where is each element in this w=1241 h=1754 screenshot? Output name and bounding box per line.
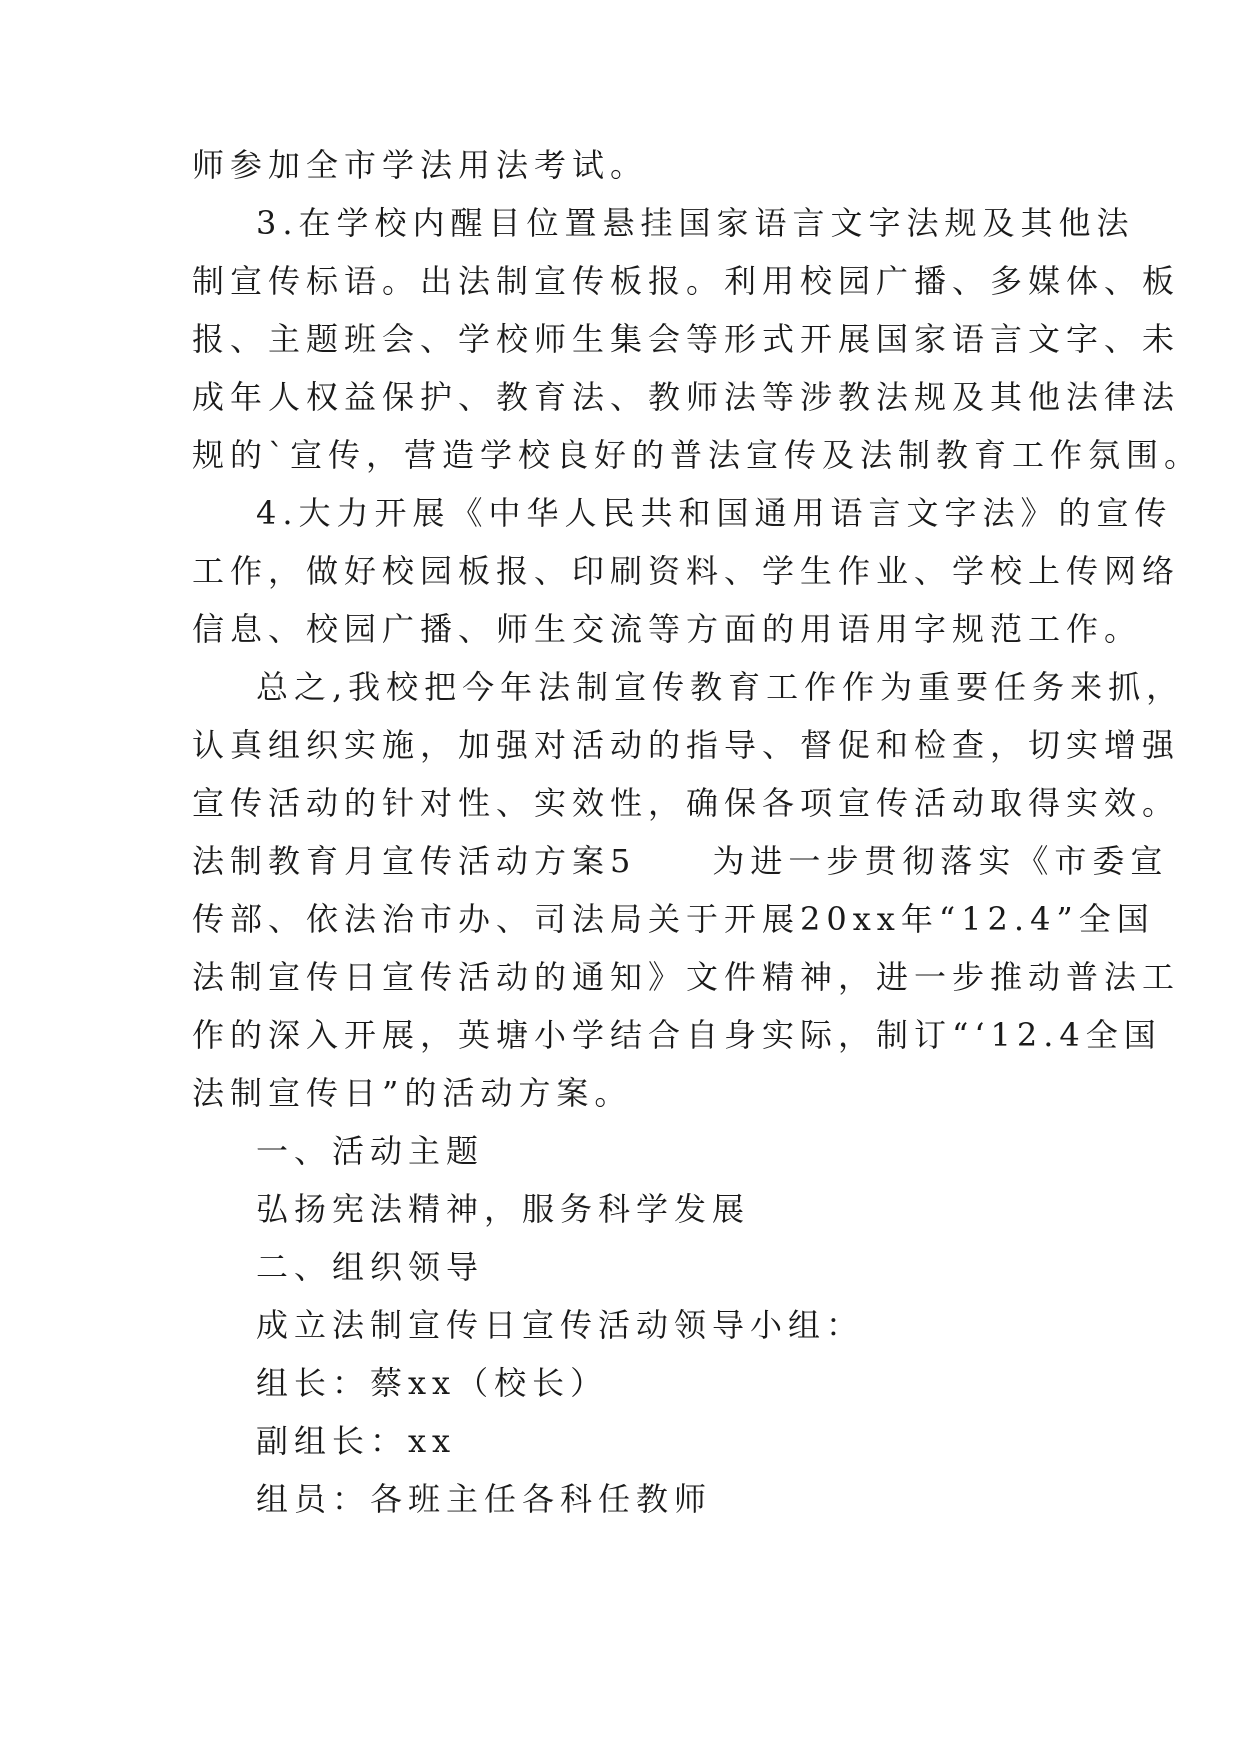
text-line: 宣传活动的针对性、实效性，确保各项宣传活动取得实效。 [192,784,1181,822]
text-line: 规的`宣传，营造学校良好的普法宣传及法制教育工作氛围。 [192,436,1203,474]
text-line: 制宣传标语。出法制宣传板报。利用校园广播、多媒体、板 [192,262,1181,300]
text-line: 成年人权益保护、教育法、教师法等涉教法规及其他法律法 [192,378,1181,416]
text-line: 组长：蔡xx（校长） [256,1364,609,1402]
text-line: 信息、校园广播、师生交流等方面的用语用字规范工作。 [192,610,1143,648]
text-line: 组员：各班主任各科任教师 [256,1480,713,1518]
text-line: 副组长：xx [256,1422,457,1460]
text-line: 报、主题班会、学校师生集会等形式开展国家语言文字、未 [192,320,1181,358]
text-line: 弘扬宪法精神，服务科学发展 [256,1190,751,1228]
text-line: 总之,我校把今年法制宣传教育工作作为重要任务来抓， [256,668,1185,706]
text-line: 传部、依法治市办、司法局关于开展20xx年“12.4”全国 [192,900,1155,938]
section-heading: 二、组织领导 [256,1248,485,1286]
text-line: 法制宣传日宣传活动的通知》文件精神，进一步推动普法工 [192,958,1181,996]
text-line: 工作，做好校园板报、印刷资料、学生作业、学校上传网络 [192,552,1181,590]
text-line: 法制教育月宣传活动方案5 为进一步贯彻落实《市委宣 [192,842,1169,880]
text-line: 3.在学校内醒目位置悬挂国家语言文字法规及其他法 [256,204,1135,242]
text-line: 认真组织实施，加强对活动的指导、督促和检查，切实增强 [192,726,1181,764]
text-line: 4.大力开展《中华人民共和国通用语言文字法》的宣传 [256,494,1173,532]
text-line: 师参加全市学法用法考试。 [192,146,649,184]
section-heading: 一、活动主题 [256,1132,485,1170]
text-line: 成立法制宣传日宣传活动领导小组： [256,1306,865,1344]
text-line: 作的深入开展，英塘小学结合自身实际，制订“‘12.4全国 [192,1016,1162,1054]
text-line: 法制宣传日”的活动方案。 [192,1074,633,1112]
